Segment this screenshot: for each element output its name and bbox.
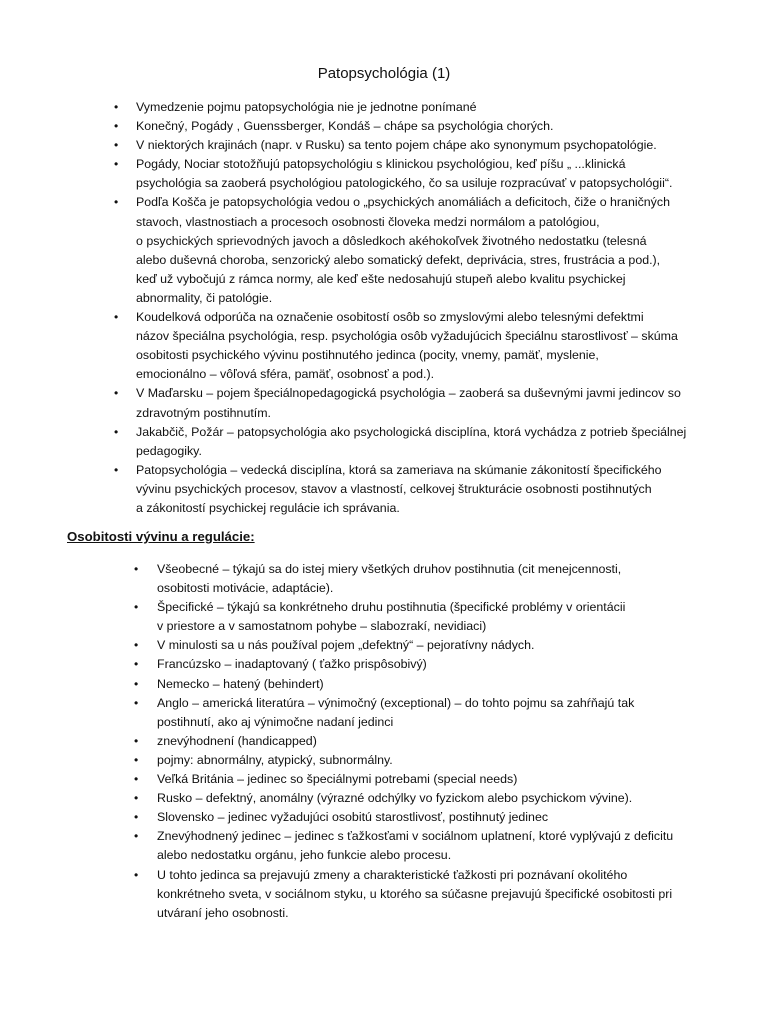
bullet-icon: •	[114, 100, 119, 114]
definition-list	[114, 98, 711, 518]
bullet-icon: •	[114, 195, 119, 210]
list-item-text: Všeobecné – týkajú sa do istej miery všetkých druhov postihnutia (cit menejcennosti, osobitosti motivácie, adaptácie).	[157, 562, 622, 596]
list-item-text: Podľa Košča je patopsychológia vedou o „psychických anomáliách a deficitoch, čiže o hraničných stavoch, vlastnostiach a procesoch osobnosti človeka medzi normálom a patológiou, o psychických sprievodných javoch a dôsledkoch akéhokoľvek životného nedostatku (telesná alebo duševná choroba, senzorický alebo somatický defekt, deprivácia, stres, frustrácia a pod.), keď už vybočujú z rámca normy, ale keď ešte nedosahujú stupeň alebo kvalitu psychickej abnormality, či patológie.	[136, 195, 670, 305]
list-item	[134, 655, 712, 674]
list-item	[114, 384, 711, 422]
list-item-text: Veľká Británia – jedinec so špeciálnymi potrebami (special needs)	[157, 772, 518, 787]
bullet-icon: •	[114, 310, 119, 325]
section-heading: Osobitosti vývinu a regulácie:	[67, 529, 255, 544]
bullet-icon: •	[134, 638, 139, 653]
list-item-text: Anglo – americká literatúra – výnimočný (exceptional) – do tohto pojmu sa zahŕňajú tak postihnutí, ako aj výnimočne nadaní jedinci	[157, 695, 635, 729]
list-item-text: Nemecko – hatený (behindert)	[157, 676, 324, 691]
list-item	[134, 675, 712, 694]
list-item-text: Jakabčič, Požár – patopsychológia ako psychologická disciplína, ktorá vychádza z potrieb špeciálnej pedagogiky.	[136, 424, 687, 458]
list-item-text: Patopsychológia – vedecká disciplína, ktorá sa zameriava na skúmanie zákonitostí špecifického vývinu psychických procesov, stavov a vlastností, celkovej štrukturácie osobnosti postihnutých a zákonitostí psychickej regulácie ich správania.	[136, 462, 662, 515]
bullet-icon: •	[114, 424, 119, 439]
bullet-icon: •	[134, 562, 139, 576]
bullet-icon: •	[114, 138, 119, 153]
page-title: Patopsychológia (1)	[317, 65, 451, 82]
bullet-icon: •	[134, 695, 139, 710]
list-item	[134, 636, 712, 655]
list-item	[134, 751, 712, 770]
list-item-text: Pogády, Nociar stotožňujú patopsychológiu s klinickou psychológiou, keď píšu „ ...klinická psychológia sa zaoberá psychológiou patologického, čo sa usiluje rozpracúvať v patopsychológii“.	[136, 157, 673, 191]
bullet-icon: •	[114, 386, 119, 401]
list-item	[114, 461, 711, 518]
bullet-icon: •	[134, 791, 139, 806]
list-item-text: Koudelková odporúča na označenie osobitostí osôb so zmyslovými alebo telesnými defektmi názov špeciálna psychológia, resp. psychológia osôb vyžadujúcich špeciálnu starostlivosť – skúma osobitosti psychického vývinu postihnutého jedinca (pocity, vnemy, pamäť, myslenie, emocionálno – vôľová sféra, pamäť, osobnosť a pod.).	[136, 310, 678, 382]
list-item-text: pojmy: abnormálny, atypický, subnormálny.	[157, 752, 393, 767]
list-item	[134, 598, 712, 636]
list-item-text: Znevýhodnený jedinec – jedinec s ťažkosťami v sociálnom uplatnení, ktoré vyplývajú z deficitu alebo nedostatku orgánu, jeho funkcie alebo procesu.	[157, 829, 674, 863]
list-item-text: Francúzsko – inadaptovaný ( ťažko prispôsobivý)	[157, 657, 427, 672]
list-item	[114, 423, 711, 461]
list-item-text: V Maďarsku – pojem špeciálnopedagogická psychológia – zaoberá sa duševnými javmi jedincov so zdravotným postihnutím.	[136, 386, 681, 420]
list-item-text: Vymedzenie pojmu patopsychológia nie je jednotne ponímané	[136, 100, 477, 114]
bullet-icon: •	[134, 829, 139, 844]
bullet-icon: •	[134, 752, 139, 767]
list-item	[114, 136, 711, 155]
list-item-text: Konečný, Pogády , Guenssberger, Kondáš – chápe sa psychológia chorých.	[136, 119, 554, 134]
bullet-icon: •	[134, 600, 139, 615]
list-item	[134, 808, 712, 827]
list-item	[114, 155, 711, 193]
list-item	[134, 866, 712, 923]
list-item-text: Rusko – defektný, anomálny (výrazné odchýlky vo fyzickom alebo psychickom vývine).	[157, 791, 633, 806]
list-item	[134, 694, 712, 732]
bullet-icon: •	[134, 657, 139, 672]
list-item	[134, 770, 712, 789]
list-item	[134, 732, 712, 751]
list-item-text: V niektorých krajinách (napr. v Rusku) sa tento pojem chápe ako synonymum psychopatológie.	[136, 138, 657, 153]
bullet-icon: •	[134, 810, 139, 825]
bullet-icon: •	[114, 462, 119, 477]
list-item-text: Slovensko – jedinec vyžadujúci osobitú starostlivosť, postihnutý jedinec	[157, 810, 549, 825]
list-item	[134, 560, 712, 598]
regulation-list	[134, 560, 712, 923]
list-item	[114, 98, 711, 117]
list-item	[114, 308, 711, 384]
bullet-icon: •	[134, 733, 139, 748]
bullet-icon: •	[134, 867, 139, 882]
bullet-icon: •	[114, 157, 119, 172]
list-item-text: Špecifické – týkajú sa konkrétneho druhu postihnutia (špecifické problémy v orientácii v priestore a v samostatnom pohybe – slabozrakí, nevidiaci)	[157, 600, 626, 634]
bullet-icon: •	[134, 676, 139, 691]
list-item-text: U tohto jedinca sa prejavujú zmeny a charakteristické ťažkosti pri poznávaní okolitého konkrétneho sveta, v sociálnom styku, u ktorého sa súčasne prejavujú špecifické osobitosti pri utváraní jeho osobnosti.	[157, 867, 673, 920]
list-item	[114, 117, 711, 136]
list-item	[134, 789, 712, 808]
list-item-text: V minulosti sa u nás používal pojem „defektný“ – pejoratívny nádych.	[157, 638, 535, 653]
list-item	[134, 827, 712, 865]
list-item-text: znevýhodnení (handicapped)	[157, 733, 317, 748]
bullet-icon: •	[114, 119, 119, 134]
list-item	[114, 193, 711, 308]
bullet-icon: •	[134, 772, 139, 787]
